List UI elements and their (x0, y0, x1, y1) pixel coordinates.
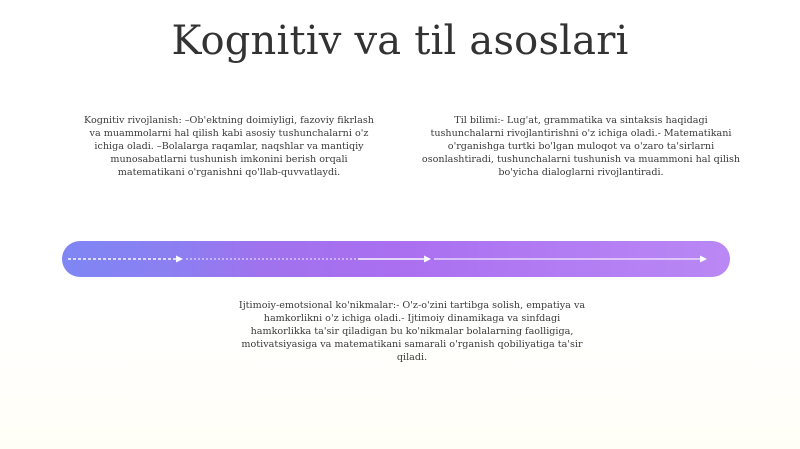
timeline-arrows (62, 241, 730, 277)
cognitive-development-text: Kognitiv rivojlanish: –Ob'ektning doimiyligi, fazoviy fikrlash va muammolarni hal qilish kabi asosiy tushunchalarni o'z ichiga oladi. –Bolalarga raqamlar, naqshlar va mantiqiy munosabatlarni tushunish imkonini berish orqali matematikani o'rganishni qo'llab-quvvatlaydi. (84, 115, 374, 178)
arrow-head-2 (424, 256, 431, 263)
socio-emotional-skills-text: Ijtimoiy-emotsional ko'nikmalar:- O'z-o'zini tartibga solish, empatiya va hamkorlikni o'z ichiga oladi.- Ijtimoiy dinamikaga va sinfdagi hamkorlikka ta'sir qiladigan bu ko'nikmalar bolalarning faolligiga, motivatsiyasiga va matematikani samarali o'rganish qobiliyatiga ta'sir qiladi. (238, 300, 586, 363)
timeline-bar (62, 241, 730, 277)
slide-title: Kognitiv va til asoslari (171, 18, 629, 64)
language-knowledge-text: Til bilimi:- Lug'at, grammatika va sintaksis haqidagi tushunchalarni rivojlantirishni o'z ichiga oladi.- Matematikani o'rganishga turtki bo'lgan muloqot va o'zaro ta'sirlarni osonlashtiradi, tushunchalarni tushunish va muammoni hal qilish bo'yicha dialoglarni rivojlantiradi. (421, 115, 741, 178)
arrow-head-1 (176, 256, 183, 263)
arrow-head-3 (700, 256, 707, 263)
